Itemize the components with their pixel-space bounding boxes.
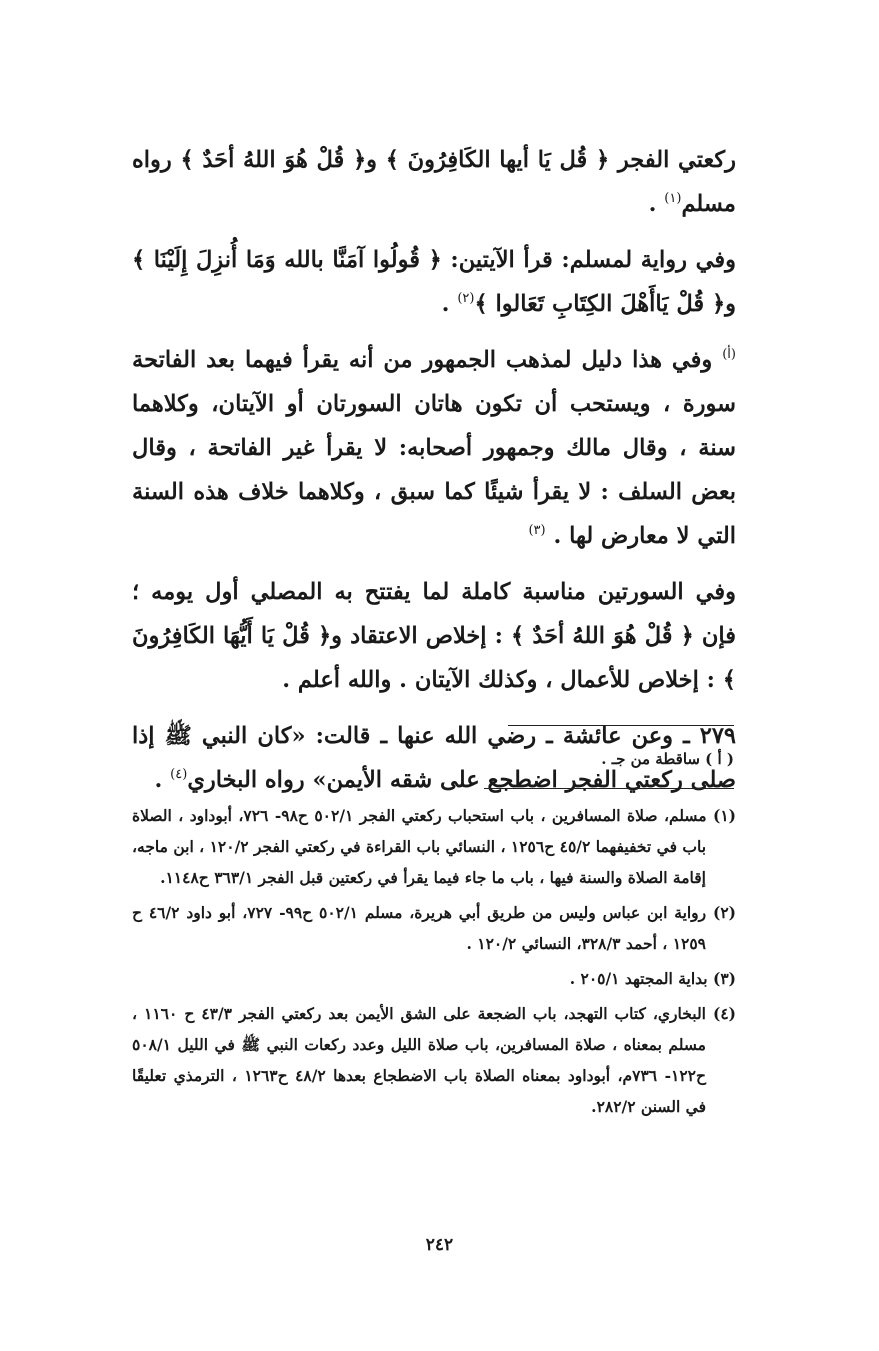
footnote-2: (٢) رواية ابن عباس وليس من طريق أبي هريرة، مسلم ٥٠٢/١ ح٩٩- ٧٢٧، أبو داود ٤٦/٢ ح ١٢٥٩ ، أحمد ٣٢٨/٣، النسائي ١٢٠/٢ . <box>132 903 737 953</box>
footnote-ref-1[interactable]: (١) <box>664 191 682 206</box>
footnote-4: (٤) البخاري، كتاب التهجد، باب الضجعة على الشق الأيمن بعد ركعتي الفجر ٤٣/٣ ح ١١٦٠ ، مسلم بمعناه ، صلاة المسافرين، باب صلاة الليل وعدد ركعات النبي ﷺ في الليل ٥٠٨/١ ح١٢٢- ٧٣٦م، أبوداود بمعناه الصلاة باب الاضطجاع بعدها ٤٨/٢ ح١٢٦٣ ، الترمذي تعليقًا في السنن ٢٨٢/٢. <box>132 1004 736 1116</box>
footnote-ref-2[interactable]: (٢) <box>457 291 475 306</box>
paragraph-2: وفي رواية لمسلم: قرأ الآيتين: ﴿ قُولُوا آمَنَّا بالله وَمَا أُنزِلَ إِلَيْنَا ﴾ و﴿ قُلْ يَاأَهْلَ الكِتَابِ تَعَالوا ﴾$^{(٢)}$ . <box>132 247 736 317</box>
footnote-ref-3[interactable]: (٣) <box>528 523 546 538</box>
footnote-3: (٣) بداية المجتهد ٢٠٥/١ . <box>569 969 736 988</box>
paragraph-1: ركعتي الفجر ﴿ قُل يَا أيها الكَافِرُونَ ﴾ و﴿ قُلْ هُوَ اللهُ أحَدٌ ﴾ رواه مسلم$^{(١)}$ . <box>132 147 736 217</box>
page-number: ٢٤٢ <box>425 1235 454 1255</box>
main-text <box>132 138 736 814</box>
paragraph-3: $^{(أ)}$ وفي هذا دليل لمذهب الجمهور من أنه يقرأ فيهما بعد الفاتحة سورة ، ويستحب أن تكون هاتان السورتان أو الآيتان، وكلاهما سنة ، وقال مالك وجمهور أصحابه: لا يقرأ غير الفاتحة ، وقال بعض السلف : لا يقرأ شيئًا كما سبق ، وكلاهما خلاف هذه السنة التي لا معارض لها . $^{(٣)}$ <box>132 347 736 549</box>
divider-line <box>508 725 734 726</box>
paragraph-5: ٢٧٩ ـ وعن عائشة ـ رضي الله عنها ـ قالت: «كان النبي ﷺ إذا صلى ركعتي الفجر اضطجع على شقه الأيمن» رواه البخاري$^{(٤)}$ . <box>132 723 736 793</box>
variant-note: ( أ ) ساقطة من جـ . <box>601 750 734 768</box>
footnote-ref-4[interactable]: (٤) <box>170 767 188 782</box>
footnote-1: (١) مسلم، صلاة المسافرين ، باب استحباب ركعتي الفجر ٥٠٢/١ ح٩٨- ٧٢٦، أبوداود ، الصلاة باب في تخفيفهما ٤٥/٢ ح١٢٥٦ ، النسائي باب القراءة في ركعتي الفجر ١٢٠/٢ ، ابن ماجه، إقامة الصلاة والسنة فيها ، باب ما جاء فيما يقرأ في ركعتين قبل الفجر ٣٦٣/١ ح١١٤٨. <box>132 806 736 887</box>
note-ref-a[interactable]: (أ) <box>722 347 736 362</box>
footnote-divider <box>484 788 734 789</box>
paragraph-4: وفي السورتين مناسبة كاملة لما يفتتح به المصلي أول يومه ؛ فإن ﴿ قُلْ هُوَ اللهُ أحَدٌ ﴾ : إخلاص الاعتقاد و﴿ قُلْ يَا أَيُّهَا الكَافِرُونَ ﴾ : إخلاص للأعمال ، وكذلك الآيتان . والله أعلم . <box>132 579 736 693</box>
footnotes <box>132 800 736 1122</box>
